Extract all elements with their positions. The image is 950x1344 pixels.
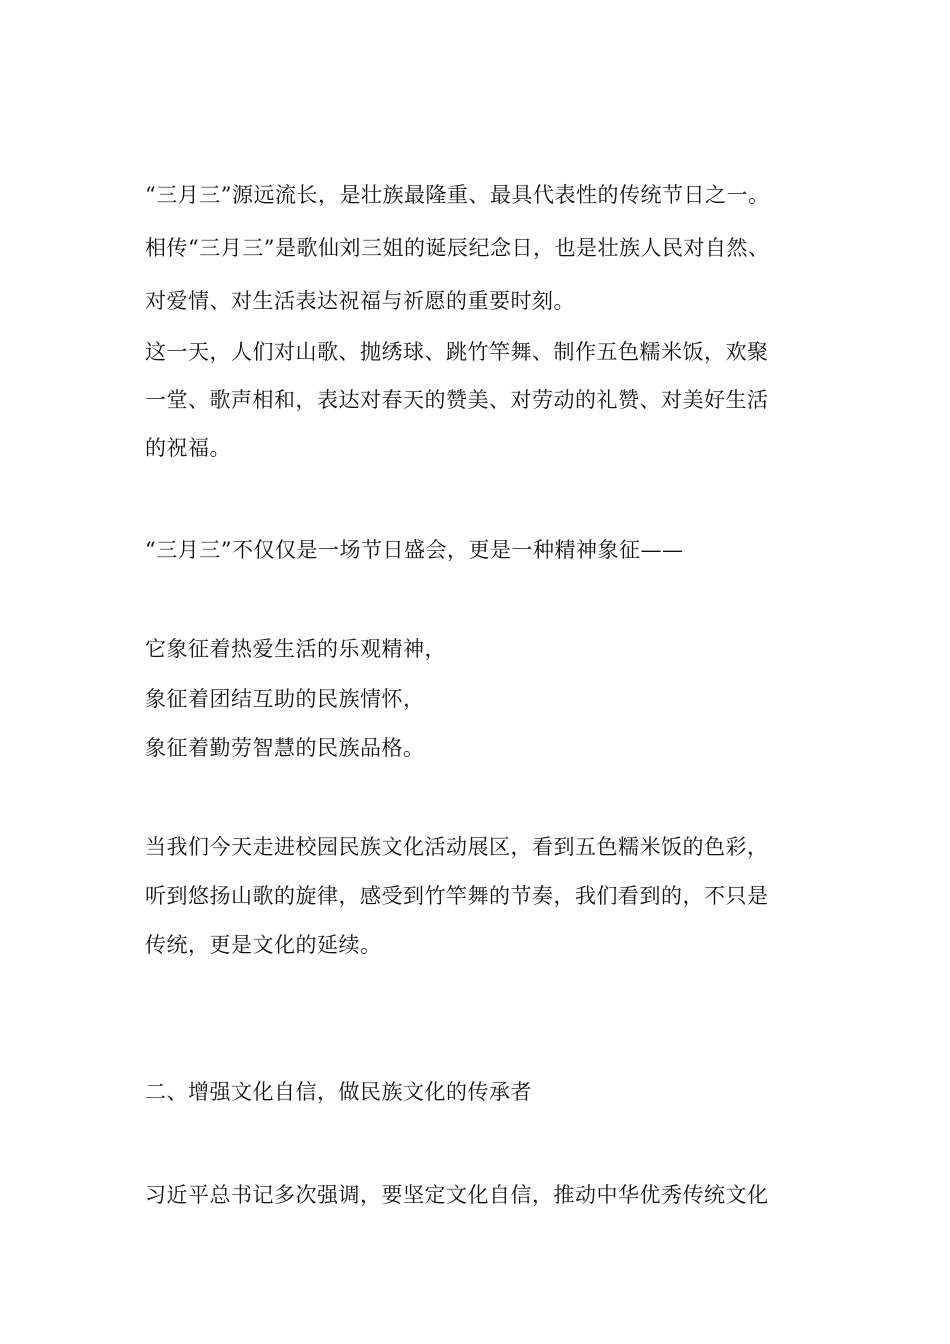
paragraph-line: 的祝福。: [145, 436, 231, 460]
paragraph-line: “三月三”源远流长，是壮族最隆重、最具代表性的传统节日之一。: [145, 183, 770, 207]
paragraph-line: 相传“三月三”是歌仙刘三姐的诞辰纪念日，也是壮族人民对自然、: [145, 236, 770, 260]
paragraph-line: 传统，更是文化的延续。: [145, 933, 382, 957]
paragraph-line: 一堂、歌声相和，表达对春天的赞美、对劳动的礼赞、对美好生活: [145, 388, 769, 412]
paragraph-line: 听到悠扬山歌的旋律，感受到竹竿舞的节奏，我们看到的，不只是: [145, 884, 769, 908]
paragraph-line: 习近平总书记多次强调，要坚定文化自信，推动中华优秀传统文化: [145, 1183, 769, 1207]
section-heading: 二、增强文化自信，做民族文化的传承者: [145, 1080, 532, 1104]
paragraph-line: 象征着勤劳智慧的民族品格。: [145, 736, 425, 760]
paragraph-line: 这一天，人们对山歌、抛绣球、跳竹竿舞、制作五色糯米饭，欢聚: [145, 340, 769, 364]
paragraph-line: “三月三”不仅仅是一场节日盛会，更是一种精神象征——: [145, 538, 684, 562]
paragraph-line: 它象征着热爱生活的乐观精神，: [145, 637, 446, 661]
paragraph-line: 象征着团结互助的民族情怀，: [145, 687, 425, 711]
paragraph-line: 对爱情、对生活表达祝福与祈愿的重要时刻。: [145, 289, 575, 313]
paragraph-line: 当我们今天走进校园民族文化活动展区，看到五色糯米饭的色彩，: [145, 835, 769, 859]
